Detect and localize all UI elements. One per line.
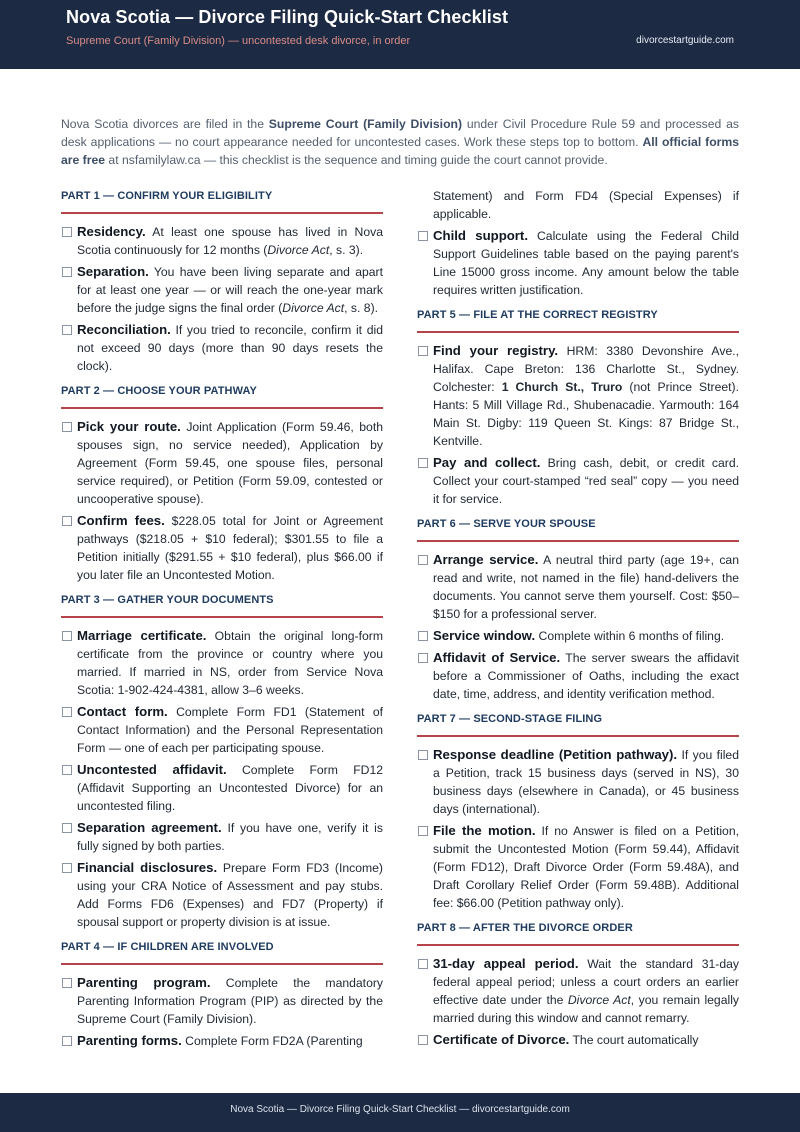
checklist-item-service-window — [417, 627, 739, 645]
item-lead: Certificate of Divorce. — [433, 1032, 570, 1047]
checklist-item-reconciliation — [61, 321, 383, 375]
item-text: Statement) and Form FD4 (Special Expenses) if applicable. — [433, 189, 739, 221]
item-text: The court automatically — [569, 1033, 699, 1047]
page-header — [0, 0, 800, 69]
checklist-item-separation-agreement — [61, 819, 383, 855]
checklist-item-residency — [61, 223, 383, 259]
item-text: , you remain legally married during this window and cannot remarry. — [433, 993, 740, 1025]
item-lead: Financial disclosures. — [77, 860, 218, 875]
item-lead: Contact form. — [77, 704, 168, 719]
item-text: Complete Form FD2A (Parenting — [181, 1034, 363, 1048]
checklist-item-parenting-forms — [61, 1032, 383, 1050]
checkbox[interactable] — [418, 231, 428, 241]
checklist-item-pay-collect — [417, 454, 739, 508]
left-column — [61, 187, 383, 1054]
item-lead: Affidavit of Service. — [433, 650, 561, 665]
checklist-item-separation — [61, 263, 383, 317]
checkbox[interactable] — [62, 325, 72, 335]
item-lead: Find your registry. — [433, 343, 559, 358]
checkbox[interactable] — [418, 631, 428, 641]
checkbox[interactable] — [62, 823, 72, 833]
item-text: If no Answer is filed on a Petition, submit the Uncontested Motion (Form 59.44), Affidavit (Form FD12), Draft Divorce Order (Form 59.48A), and Draft Corollary Relief Order (Form 59.48B). Additional fee: $66.00 (Petition pathway only). — [433, 824, 739, 910]
right-column — [417, 187, 739, 1053]
item-emphasis: Divorce Act — [567, 993, 631, 1007]
site-name: divorcestartguide.com — [636, 35, 734, 46]
part-1-heading: PART 1 — CONFIRM YOUR ELIGIBILITY — [61, 187, 383, 214]
checkbox[interactable] — [62, 227, 72, 237]
intro-bold: Supreme Court (Family Division) — [268, 117, 463, 131]
part-2-heading: PART 2 — CHOOSE YOUR PATHWAY — [61, 382, 383, 409]
part-3-heading: PART 3 — GATHER YOUR DOCUMENTS — [61, 591, 383, 618]
checkbox[interactable] — [62, 863, 72, 873]
item-lead: Child support. — [433, 228, 528, 243]
page-footer — [0, 1093, 800, 1132]
checkbox[interactable] — [62, 978, 72, 988]
item-text: Joint Application (Form 59.46, both spouses sign, no service needed), Application by Agreement (Form 59.45, one spouse files, personal service required), or Petition (Form 59.09, contested or uncooperative spouse). — [77, 420, 383, 506]
checklist-item-appeal-period — [417, 955, 739, 1027]
checklist-item-pick-route — [61, 418, 383, 508]
item-lead: Parenting program. — [77, 975, 211, 990]
item-lead: Pick your route. — [77, 419, 181, 434]
checkbox[interactable] — [62, 422, 72, 432]
item-text: A neutral third party (age 19+, can read and write, not named in the file) hand-delivers the documents. You cannot serve them yourself. Cost: $50–$150 for a professional server. — [433, 553, 739, 621]
intro-text: under Civil Procedure Rule 59 and processed as desk applications — no court appearance needed for uncontested cases. Work these steps top to bottom. — [61, 117, 739, 149]
item-text: Calculate using the Federal Child Support Guidelines table based on the paying parent's Line 15000 gross income. Any amount below the table requires written justification. — [433, 229, 739, 297]
item-text: , s. 8). — [344, 301, 379, 315]
item-text: Complete Form FD1 (Statement of Contact Information) and the Personal Representation Form — one of each per participating spouse. — [77, 705, 384, 755]
footer-text: Nova Scotia — Divorce Filing Quick-Start Checklist — divorcestartguide.com — [230, 1104, 570, 1115]
item-text: , s. 3). — [329, 243, 364, 257]
item-emphasis: Divorce Act — [267, 243, 330, 257]
checklist-item-response-deadline — [417, 746, 739, 818]
checkbox[interactable] — [418, 346, 428, 356]
item-lead: Confirm fees. — [77, 513, 165, 528]
checklist-item-financial-disclosures — [61, 859, 383, 931]
item-bold: 1 Church St., Truro — [501, 380, 623, 394]
checkbox[interactable] — [418, 555, 428, 565]
item-text: Prepare Form FD3 (Income) using your CRA Notice of Assessment and pay stubs. Add Forms FD6 (Expenses) and FD7 (Property) if spousal support or property division is at issue. — [77, 861, 383, 929]
item-lead: File the motion. — [433, 823, 536, 838]
item-lead: Response deadline (Petition pathway). — [433, 747, 678, 762]
item-lead: Arrange service. — [433, 552, 539, 567]
item-text: The server swears the affidavit before a Commissioner of Oaths, including the exact date, time, address, and identity verification method. — [433, 651, 739, 701]
item-text: If you tried to reconcile, confirm it did not exceed 90 days (more than 90 days resets the clock). — [77, 323, 383, 373]
item-lead: Separation agreement. — [77, 820, 222, 835]
item-text: (not Prince Street). Hants: 5 Mill Village Rd., Shubenacadie. Yarmouth: 164 Main St. Digby: 119 Queen St. Kings: 87 Bridge St., Kentville. — [433, 380, 739, 448]
item-text: Complete the mandatory Parenting Information Program (PIP) as directed by the Supreme Court (Family Division). — [77, 976, 383, 1026]
item-emphasis: Divorce Act — [282, 301, 345, 315]
item-lead: Uncontested affidavit. — [77, 762, 227, 777]
item-lead: Marriage certificate. — [77, 628, 207, 643]
intro-text: at nsfamilylaw.ca — this checklist is the sequence and timing guide the court cannot provide. — [105, 153, 608, 167]
checkbox[interactable] — [62, 267, 72, 277]
intro-text: Nova Scotia divorces are filed in the — [61, 117, 269, 131]
item-lead: Parenting forms. — [77, 1033, 182, 1048]
item-lead: Service window. — [433, 628, 536, 643]
checkbox[interactable] — [418, 1035, 428, 1045]
item-text: Obtain the original long-form certificate from the province or country where you married. If married in NS, order from Service Nova Scotia: 1-902-424-4381, allow 3–6 weeks. — [77, 629, 383, 697]
part-6-heading: PART 6 — SERVE YOUR SPOUSE — [417, 515, 739, 542]
item-lead: Separation. — [77, 264, 149, 279]
item-text: You have been living separate and apart for at least one year — or will reach the one-year mark before the judge signs the final order ( — [77, 265, 383, 315]
checkbox[interactable] — [62, 516, 72, 526]
item-text: HRM: 3380 Devonshire Ave., Halifax. Cape Breton: 136 Charlotte St., Sydney. Colchester: — [433, 344, 739, 394]
checkbox[interactable] — [418, 458, 428, 468]
item-text: Complete Form FD12 (Affidavit Supporting an Uncontested Divorce) for an uncontested filing. — [77, 763, 383, 813]
page-subtitle: Supreme Court (Family Division) — uncontested desk divorce, in order — [66, 35, 411, 47]
checklist-item-file-motion — [417, 822, 739, 912]
item-text: Bring cash, debit, or credit card. Collect your court-stamped “red seal” copy — you need it for service. — [433, 456, 739, 506]
checkbox[interactable] — [418, 750, 428, 760]
checklist-item-parenting-forms-continued — [417, 187, 739, 223]
checklist-item-certificate-divorce — [417, 1031, 739, 1049]
item-text: If you have one, verify it is fully signed by both parties. — [77, 821, 383, 853]
item-lead: Pay and collect. — [433, 455, 541, 470]
checklist-item-arrange-service — [417, 551, 739, 623]
item-lead: Reconciliation. — [77, 322, 171, 337]
item-text: At least one spouse has lived in Nova Scotia continuously for 12 months ( — [77, 225, 383, 257]
item-text: If you filed a Petition, track 15 business days (served in NS), 30 business days (elsewhere in Canada), or 45 business days (international). — [433, 748, 739, 816]
part-7-heading: PART 7 — SECOND-STAGE FILING — [417, 710, 739, 737]
checkbox[interactable] — [62, 765, 72, 775]
checkbox[interactable] — [418, 959, 428, 969]
checklist-item-confirm-fees — [61, 512, 383, 584]
page-title: Nova Scotia — Divorce Filing Quick-Start Checklist — [66, 7, 509, 27]
checklist-item-parenting-program — [61, 974, 383, 1028]
checklist-item-marriage-certificate — [61, 627, 383, 699]
intro-paragraph — [61, 115, 739, 169]
checklist-item-uncontested-affidavit — [61, 761, 383, 815]
item-text: $228.05 total for Joint or Agreement pathways ($218.05 + $10 federal); $301.55 to file a Petition initially ($291.55 + $10 federal), plus $66.00 if you later file an Uncontested Motion. — [77, 514, 383, 582]
part-8-heading: PART 8 — AFTER THE DIVORCE ORDER — [417, 919, 739, 946]
item-lead: Residency. — [77, 224, 146, 239]
part-4-heading: PART 4 — IF CHILDREN ARE INVOLVED — [61, 938, 383, 965]
checklist-item-contact-form — [61, 703, 383, 757]
item-lead: 31-day appeal period. — [433, 956, 579, 971]
checklist-item-child-support — [417, 227, 739, 299]
part-5-heading: PART 5 — FILE AT THE CORRECT REGISTRY — [417, 306, 739, 333]
checklist-item-find-registry — [417, 342, 739, 450]
checkbox[interactable] — [418, 826, 428, 836]
intro-bold: All official forms are free — [61, 135, 740, 167]
checkbox[interactable] — [62, 707, 72, 717]
checklist-item-affidavit-service — [417, 649, 739, 703]
checkbox[interactable] — [62, 1036, 72, 1046]
checkbox[interactable] — [418, 653, 428, 663]
item-text: Wait the standard 31-day federal appeal period; unless a court orders an earlier effective date under the — [433, 957, 739, 1007]
checkbox[interactable] — [62, 631, 72, 641]
item-text: Complete within 6 months of filing. — [535, 629, 725, 643]
